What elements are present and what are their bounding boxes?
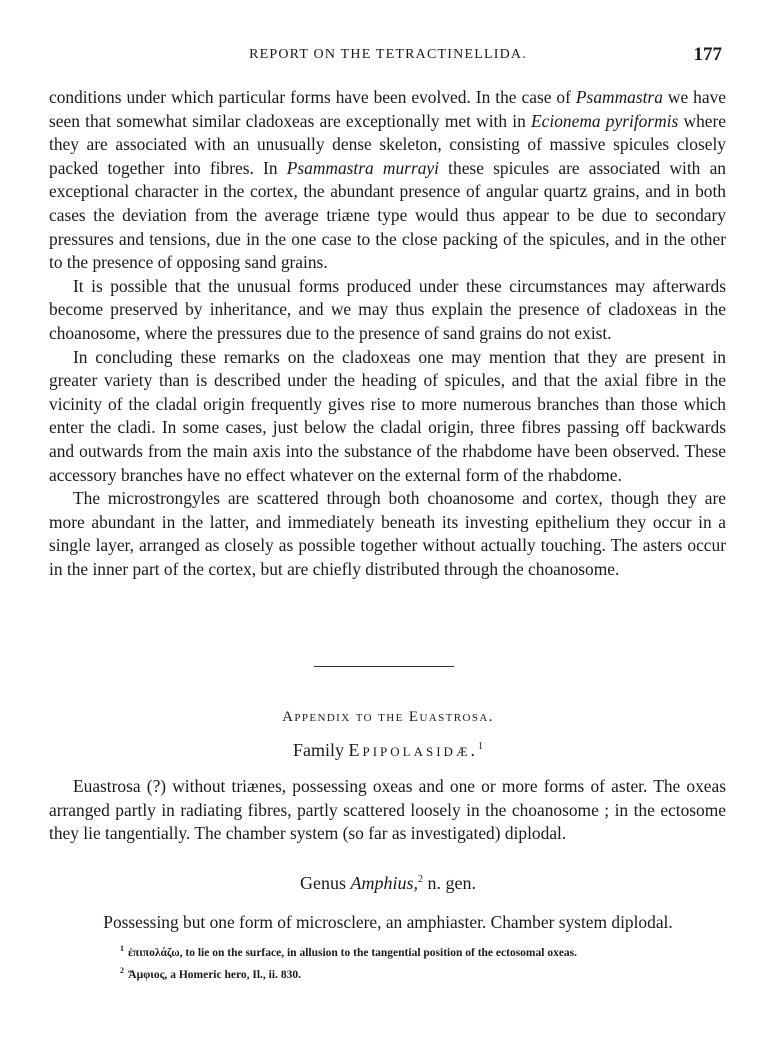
footnote-ref: 1 bbox=[478, 741, 484, 752]
paragraph bbox=[49, 86, 726, 275]
text-run: It is possible that the unusual forms produced under these circumstances may afterwards become preserved by inheritance, and we may thus explain the presence of cladoxeas in the choanosome, where the pressures due to the presence of sand grains do not exist. bbox=[49, 275, 726, 343]
body-text bbox=[49, 86, 726, 581]
text-run: conditions under which particular forms have been evolved. In the case of bbox=[49, 87, 576, 107]
footnote-text: Ἄμφιος, a Homeric hero, Il., ii. 830. bbox=[128, 968, 301, 981]
genus-prefix: Genus bbox=[300, 873, 351, 893]
family-name: Epipolasidæ. bbox=[348, 740, 479, 760]
page-number: 177 bbox=[693, 44, 722, 65]
footnote bbox=[120, 962, 720, 984]
text-run: In concluding these remarks on the cladoxeas one may mention that they are present in greater variety than is described under the heading of spicules, and that the axial fibre in the vicinity of the cladal origin frequently gives rise to more numerous branches than those which enter the cladi. In some cases, just below the cladal origin, three fibres passing off backwards and outwards from the main axis into the substance of the rhabdome have been observed. These accessory branches have no effect whatever on the external form of the rhabdome. bbox=[49, 346, 726, 485]
section-divider bbox=[314, 666, 454, 667]
text-run: The microstrongyles are scattered through both choanosome and cortex, though they are more abundant in the latter, and immediately beneath its investing epithelium they occur in a single layer, arranged as closely as possible together without actually touching. The asters occur in the inner part of the cortex, but are chiefly distributed through the choanosome. bbox=[49, 488, 726, 579]
footnote-ref: 2 bbox=[418, 874, 423, 885]
footnotes bbox=[120, 940, 720, 984]
family-description: Euastrosa (?) without triænes, possessing oxeas and one or more forms of aster. The oxeas arranged partly in radiating fibres, partly scattered loosely in the choanosome ; in the ectosome they lie tangentially. The chamber system (so far as investigated) diplodal. bbox=[49, 776, 726, 844]
text-run: these spicules are associated with an exceptional character in the cortex, the abundant presence of angular quartz grains, and in both cases the deviation from the average triæne type would thus appear to be due to secondary pressures and tensions, due in the one case to the close packing of the spicules, and in the other to the presence of opposing sand grains. bbox=[49, 157, 726, 273]
genus-name: Amphius, bbox=[350, 873, 418, 893]
taxon-name: Ecionema pyriformis bbox=[531, 110, 679, 131]
genus-suffix: n. gen. bbox=[423, 873, 476, 893]
family-prefix: Family bbox=[292, 740, 349, 760]
running-head: REPORT ON THE TETRACTINELLIDA. bbox=[249, 47, 527, 62]
appendix-title: Appendix to the Euastrosa. bbox=[282, 709, 494, 725]
footnote-mark: 2 bbox=[120, 965, 124, 975]
family-description-block bbox=[49, 775, 726, 846]
taxon-name: Psammastra bbox=[575, 87, 663, 107]
footnote bbox=[120, 940, 720, 962]
family-heading bbox=[0, 740, 776, 761]
footnote-mark: 1 bbox=[120, 944, 124, 953]
genus-description: Possessing but one form of microsclere, an amphiaster. Chamber system diplodal. bbox=[103, 912, 673, 932]
taxon-name: Psammastra murrayi bbox=[286, 157, 439, 178]
genus-heading bbox=[0, 873, 776, 894]
paragraph bbox=[49, 346, 726, 488]
text-run: we have seen that somewhat similar cladoxeas are exceptionally met with in bbox=[49, 87, 726, 131]
page-header bbox=[0, 44, 776, 70]
footnote-text: ἐπιπολάζω, to lie on the surface, in allusion to the tangential position of the ectosomal oxeas. bbox=[128, 946, 578, 959]
paragraph bbox=[49, 487, 726, 581]
text-run: where they are associated with an unusually dense skeleton, consisting of massive spicules closely packed together into fibres. In bbox=[49, 110, 726, 178]
paragraph bbox=[49, 275, 726, 346]
